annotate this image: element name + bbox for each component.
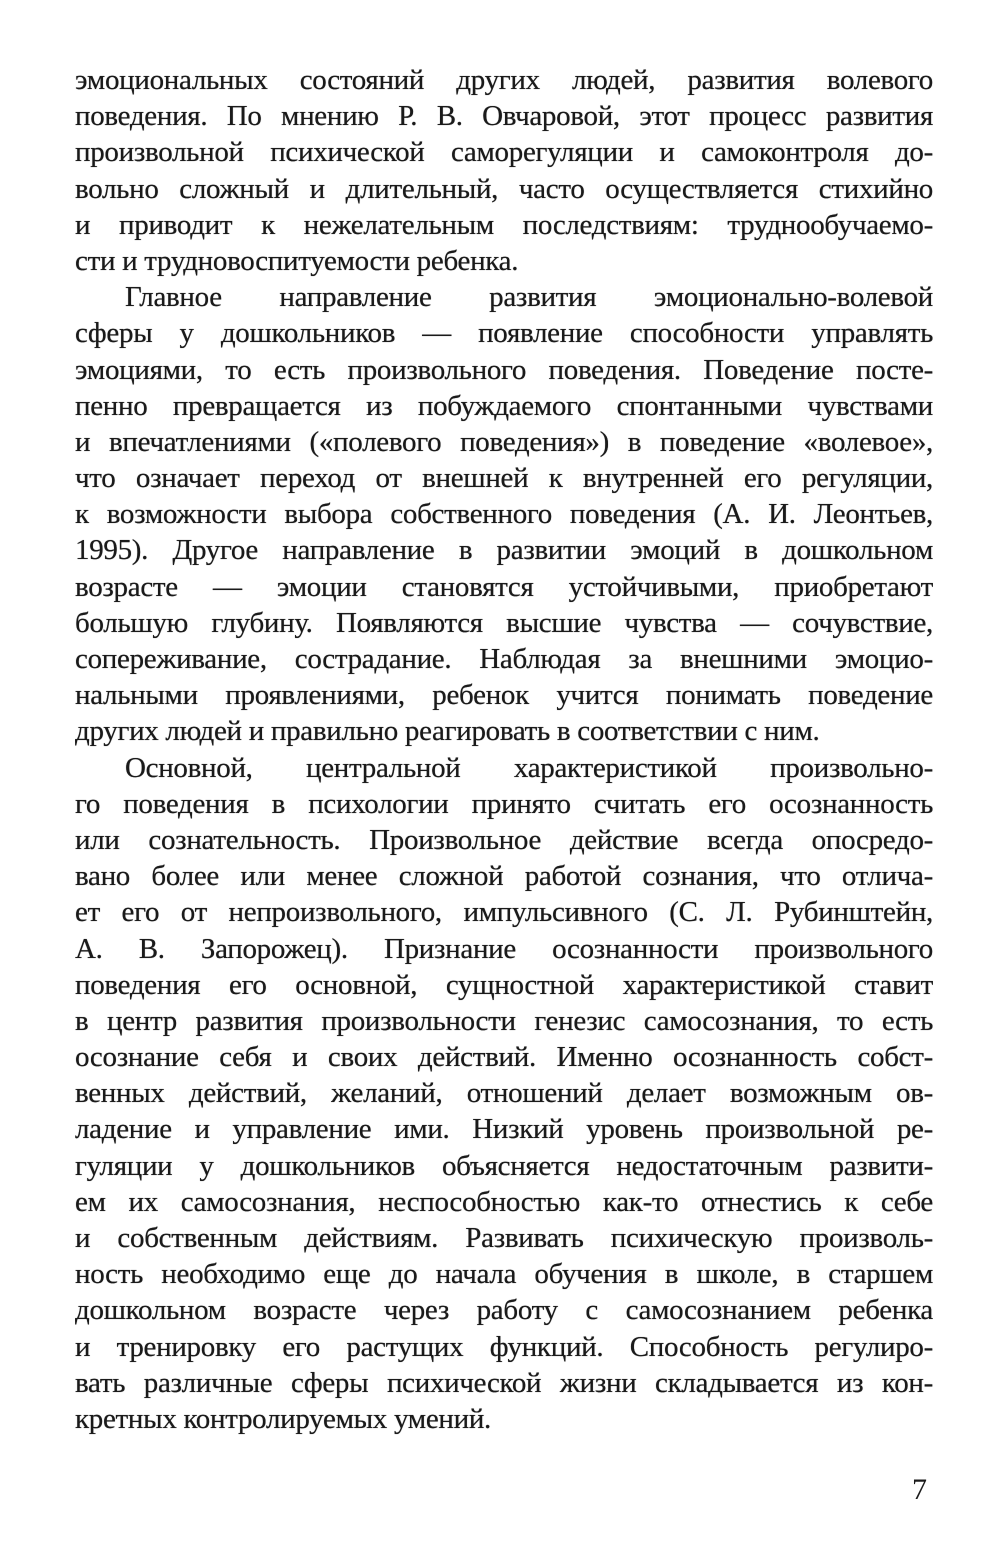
paragraph bbox=[75, 750, 933, 1438]
text-line: поведения его основной, сущностной характеристикой ставит bbox=[75, 968, 933, 1001]
text-line: ладение и управление ими. Низкий уровень произвольной ре- bbox=[75, 1113, 933, 1146]
text-line: и приводит к нежелательным последствиям: труднообучаемо- bbox=[75, 208, 933, 241]
text-line: поведения. По мнению Р. В. Овчаровой, этот процесс развития bbox=[75, 100, 933, 133]
text-line: осознание себя и своих действий. Именно осознанность собст- bbox=[75, 1041, 933, 1074]
text-line: ность необходимо еще до начала обучения в школе, в старшем bbox=[75, 1258, 933, 1291]
text-line: и впечатлениями («полевого поведения») в поведение «волевое», bbox=[75, 425, 933, 458]
text-line: и тренировку его растущих функций. Способность регулиро- bbox=[75, 1330, 933, 1363]
text-line: дошкольном возрасте через работу с самосознанием ребенка bbox=[75, 1294, 933, 1327]
text-line: возрасте — эмоции становятся устойчивыми, приобретают bbox=[75, 570, 933, 603]
text-line: А. В. Запорожец). Признание осознанности произвольного bbox=[75, 932, 933, 965]
text-line: гуляции у дошкольников объясняется недостаточным развити- bbox=[75, 1149, 933, 1182]
text-line: 1995). Другое направление в развитии эмоций в дошкольном bbox=[75, 534, 933, 567]
text-line: сопереживание, сострадание. Наблюдая за внешними эмоцио- bbox=[75, 643, 933, 675]
text-line: Главное направление развития эмоционально-волевой bbox=[125, 281, 933, 314]
text-line: вольно сложный и длительный, часто осуществляется стихийно bbox=[75, 172, 933, 205]
text-line: большую глубину. Появляются высшие чувства — сочувствие, bbox=[75, 606, 933, 639]
paragraph bbox=[75, 62, 933, 279]
text-line: эмоциональных состояний других людей, развития волевого bbox=[75, 64, 933, 96]
text-line: других людей и правильно реагировать в соответствии с ним. bbox=[75, 715, 820, 748]
text-line: или сознательность. Произвольное действие всегда опосредо- bbox=[75, 823, 933, 856]
text-line: сферы у дошкольников — появление способности управлять bbox=[75, 317, 933, 350]
text-line: сти и трудновоспитуемости ребенка. bbox=[75, 244, 519, 277]
text-line: эмоциями, то есть произвольного поведения. Поведение посте- bbox=[75, 353, 933, 386]
page-number: 7 bbox=[912, 1473, 927, 1506]
text-line: пенно превращается из побуждаемого спонтанными чувствами bbox=[75, 389, 933, 422]
text-line: Основной, центральной характеристикой произвольно- bbox=[125, 751, 933, 784]
text-line: произвольной психической саморегуляции и самоконтроля до- bbox=[75, 136, 933, 169]
text-line: к возможности выбора собственного поведения (А. И. Леонтьев, bbox=[75, 498, 933, 531]
text-line: что означает переход от внешней к внутренней его регуляции, bbox=[75, 462, 933, 495]
text-line: вать различные сферы психической жизни складывается из кон- bbox=[75, 1366, 933, 1399]
paragraph bbox=[75, 279, 933, 749]
text-line: венных действий, желаний, отношений делает возможным ов- bbox=[75, 1077, 933, 1110]
text-line: и собственным действиям. Развивать психическую произволь- bbox=[75, 1222, 933, 1254]
text-line: в центр развития произвольности генезис самосознания, то есть bbox=[75, 1004, 933, 1037]
text-line: кретных контролируемых умений. bbox=[75, 1402, 492, 1435]
text-line: вано более или менее сложной работой сознания, что отлича- bbox=[75, 860, 933, 893]
text-line: го поведения в психологии принято считать его осознанность bbox=[75, 787, 933, 820]
page-body bbox=[75, 62, 933, 1437]
text-line: нальными проявлениями, ребенок учится понимать поведение bbox=[75, 679, 933, 712]
text-line: ет его от непроизвольного, импульсивного (С. Л. Рубинштейн, bbox=[75, 896, 933, 929]
text-line: ем их самосознания, неспособностью как-то отнестись к себе bbox=[75, 1185, 933, 1218]
